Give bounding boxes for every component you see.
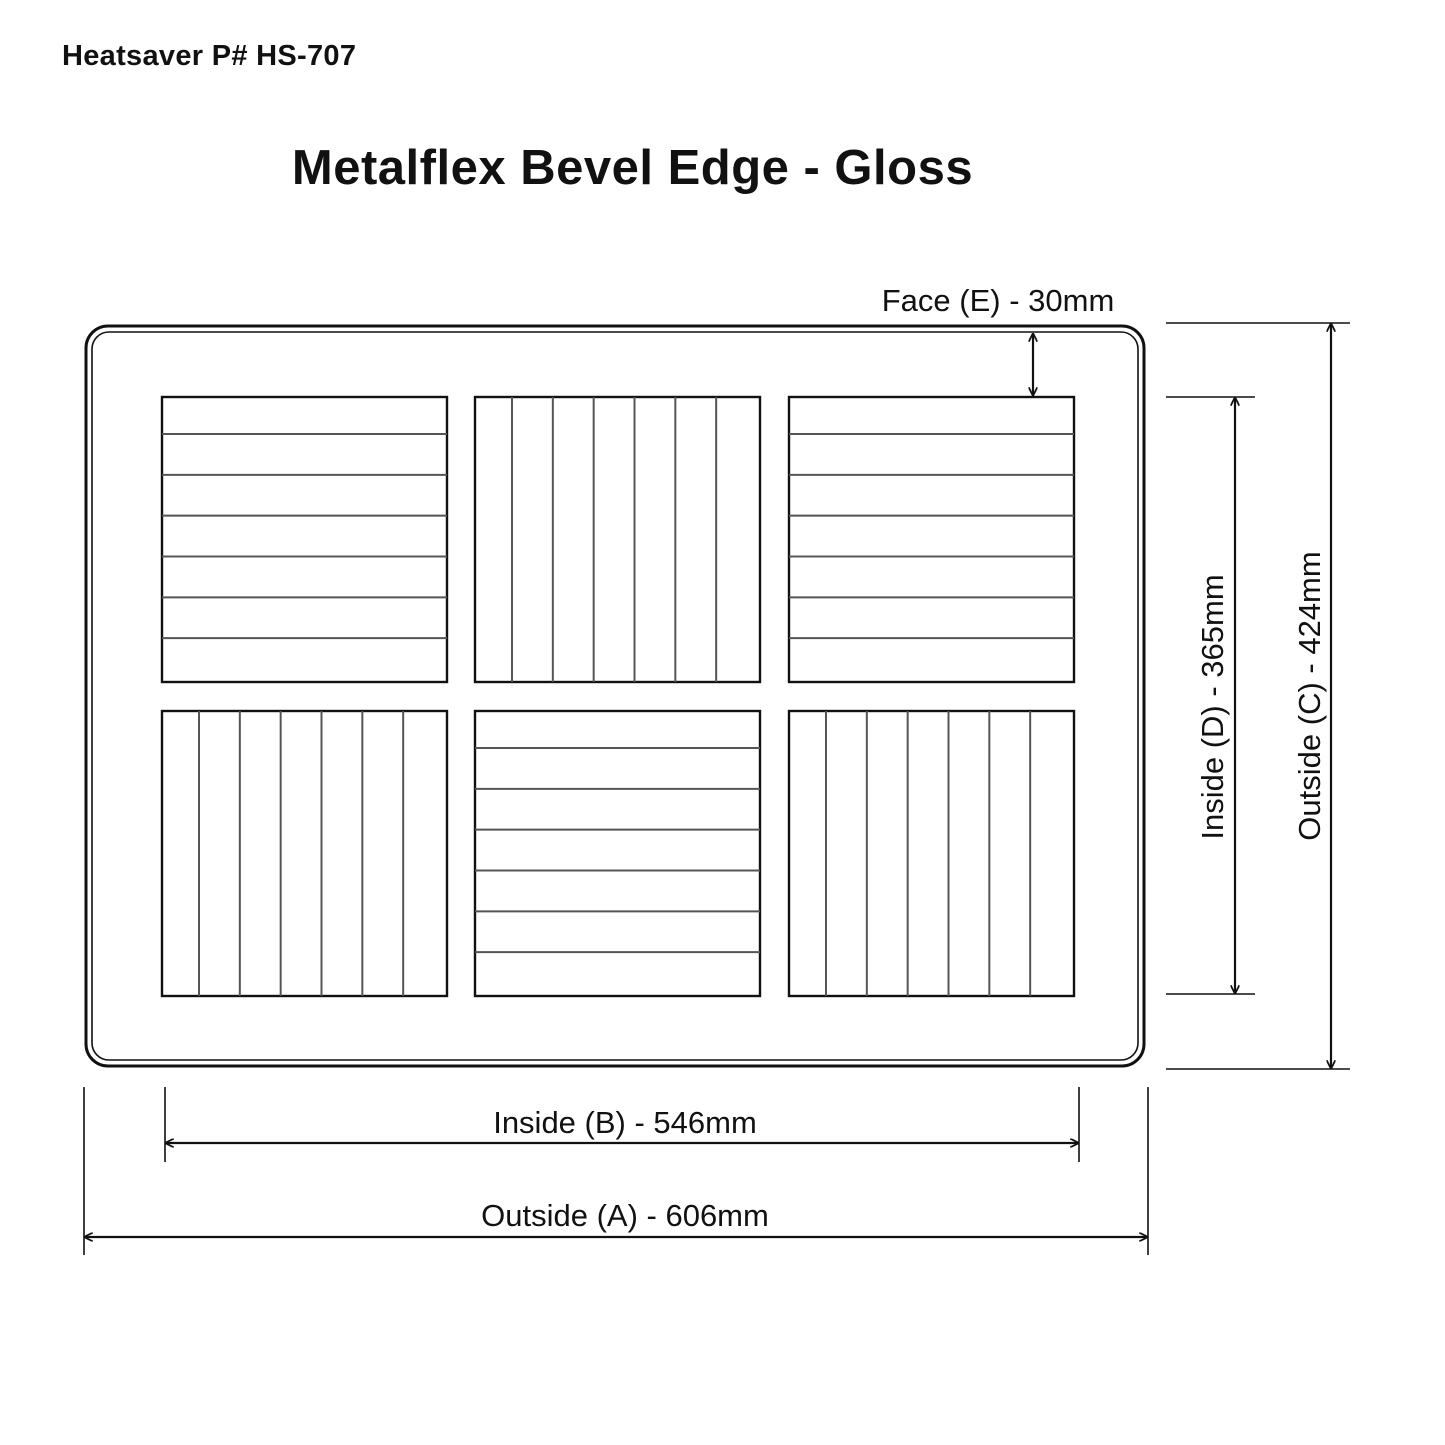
grille-panels (162, 397, 1074, 996)
inside-b-dimension (165, 1087, 1079, 1162)
panel-border (475, 711, 760, 996)
panel-border (162, 711, 447, 996)
grille-panel-2 (475, 397, 760, 682)
panel-border (789, 711, 1074, 996)
outer-frame (86, 326, 1144, 1066)
diagram-title: Metalflex Bevel Edge - Gloss (291, 141, 974, 195)
panel-border (162, 397, 447, 682)
panel-border (475, 397, 760, 682)
grille-panel-4 (162, 711, 447, 996)
outside-c-label: Outside (C) - 424mm (1292, 551, 1327, 841)
outside-c-dimension (1166, 323, 1350, 1069)
inside-b-label: Inside (B) - 546mm (493, 1105, 757, 1140)
inside-d-label: Inside (D) - 365mm (1195, 574, 1230, 840)
part-number: Heatsaver P# HS-707 (62, 40, 357, 72)
face-dimension (882, 283, 1115, 395)
outside-a-label: Outside (A) - 606mm (481, 1198, 769, 1233)
inside-d-dimension (1166, 397, 1255, 994)
face-e-label: Face (E) - 30mm (881, 283, 1115, 318)
grille-panel-5 (475, 711, 760, 996)
grille-panel-6 (789, 711, 1074, 996)
grille-panel-3 (789, 397, 1074, 682)
grille-panel-1 (162, 397, 447, 682)
panel-border (789, 397, 1074, 682)
